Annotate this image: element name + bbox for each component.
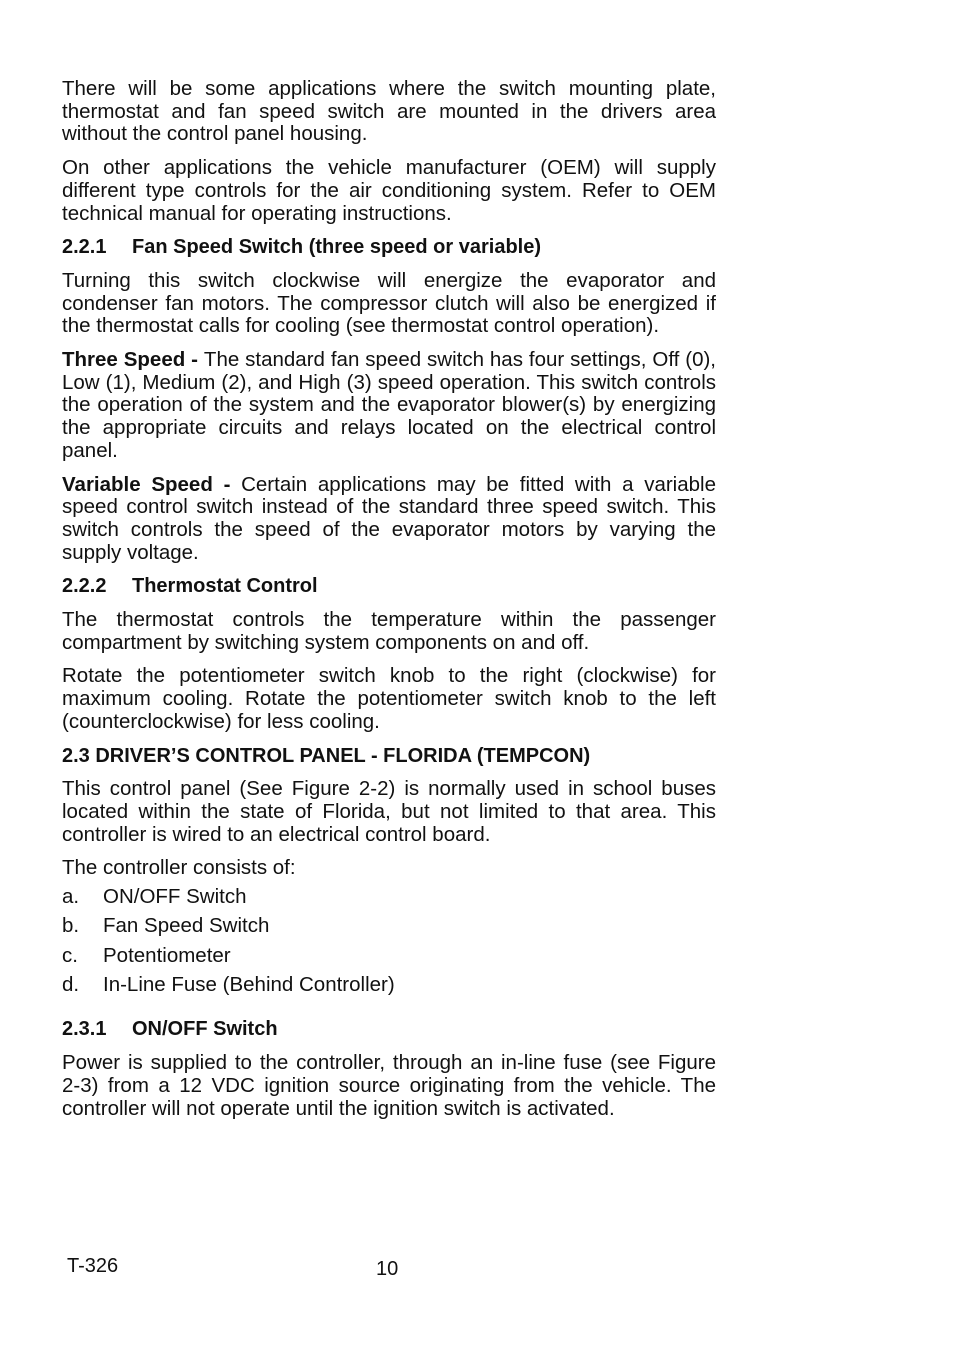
paragraph-intro-2: On other applications the vehicle manufacturer (OEM) will supply different type controls for the air conditioning system. Refer to OEM technical manual for operating instructions. [62, 156, 716, 225]
paragraph-on-off-switch: Power is supplied to the controller, through an in-line fuse (see Figure 2-3) from a 12 VDC ignition source originating from the vehicle. The controller will not operate until the ignition switch is activated. [62, 1051, 716, 1120]
heading-title: Thermostat Control [132, 575, 318, 598]
heading-number: 2.2.2 [62, 575, 107, 598]
paragraph-control-panel: This control panel (See Figure 2-2) is normally used in school buses located within the state of Florida, but not limited to that area. This controller is wired to an electrical control board. [62, 777, 716, 846]
paragraph-thermostat-2: Rotate the potentiometer switch knob to the right (clockwise) for maximum cooling. Rotate the potentiometer switch knob to the left (counterclockwise) for less cooling. [62, 664, 716, 733]
controller-components-list [62, 886, 716, 996]
three-speed-text: The standard fan speed switch has four settings, Off (0), Low (1), Medium (2), and High (3) speed operation. This switch controls the operation of the system and the evaporator blower(s) by energizing the appropriate circuits and relays located on the electrical control panel. [62, 348, 716, 462]
heading-2-2-2 [62, 575, 716, 598]
heading-title: Fan Speed Switch (three speed or variable) [132, 236, 542, 259]
heading-number: 2.2.1 [62, 236, 107, 259]
three-speed-lead: Three Speed - [62, 348, 204, 372]
heading-2-2-1 [62, 236, 716, 259]
heading-2-3-1 [62, 1018, 716, 1041]
document-number: T-326 [67, 1255, 119, 1277]
heading-number: 2.3.1 [62, 1018, 107, 1041]
list-item: b. Fan Speed Switch [62, 914, 270, 938]
page-number: 10 [376, 1258, 399, 1280]
paragraph-three-speed [62, 349, 716, 463]
list-item: a. ON/OFF Switch [62, 885, 247, 909]
variable-speed-text: Certain applications may be fitted with a variable speed control switch instead of the standard three speed switch. This switch controls the speed of the evaporator motors by varying the supply voltage. [62, 472, 716, 564]
list-item: d. In-Line Fuse (Behind Controller) [62, 972, 395, 996]
paragraph-intro-1: There will be some applications where the switch mounting plate, thermostat and fan speed switch are mounted in the drivers area without the control panel housing. [62, 77, 716, 146]
paragraph-variable-speed [62, 474, 716, 565]
paragraph-controller-consists: The controller consists of: [62, 856, 296, 880]
paragraph-thermostat-1: The thermostat controls the temperature within the passenger compartment by switching system components on and off. [62, 608, 716, 654]
list-item: c. Potentiometer [62, 943, 231, 967]
paragraph-fan-speed: Turning this switch clockwise will energize the evaporator and condenser fan motors. The compressor clutch will also be energized if the thermostat calls for cooling (see thermostat control operation). [62, 268, 716, 338]
variable-speed-lead: Variable Speed - [62, 472, 242, 496]
heading-title: ON/OFF Switch [132, 1018, 278, 1041]
heading-2-3: 2.3 DRIVER’S CONTROL PANEL - FLORIDA (TEMPCON) [62, 744, 591, 767]
page-content [62, 78, 716, 1131]
